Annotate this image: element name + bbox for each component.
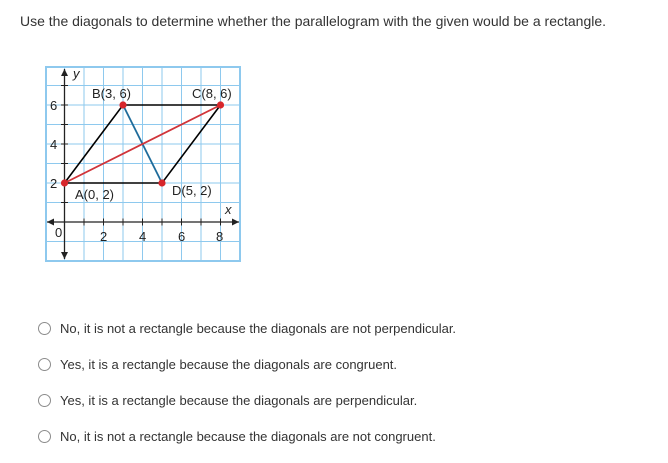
y-axis-arrow-up: [61, 69, 68, 76]
vertex-d: [158, 179, 165, 186]
point-label-c: C(8, 6): [192, 86, 232, 101]
y-tick-label-6: 6: [50, 98, 58, 113]
origin-label: 0: [55, 225, 63, 240]
coordinate-graph: [45, 66, 241, 262]
radio-button[interactable]: [38, 394, 51, 407]
y-axis-label: y: [73, 66, 80, 81]
x-axis-label: x: [225, 202, 232, 217]
y-tick-label-2: 2: [50, 176, 58, 191]
x-tick-label-8: 8: [216, 229, 224, 244]
radio-button[interactable]: [38, 430, 51, 443]
x-tick-label-2: 2: [100, 229, 108, 244]
y-axis-arrow-down: [61, 252, 68, 259]
vertex-b: [119, 101, 126, 108]
x-axis-arrow-right: [232, 219, 239, 226]
y-tick-label-4: 4: [50, 137, 58, 152]
choice-label: Yes, it is a rectangle because the diagonals are perpendicular.: [60, 392, 418, 408]
vertex-a: [61, 179, 68, 186]
point-label-a: A(0, 2): [75, 187, 115, 202]
graph-labels: [50, 66, 232, 244]
choice-2[interactable]: [38, 355, 456, 373]
vertex-c: [217, 101, 224, 108]
point-label-b: B(3, 6): [92, 86, 132, 101]
choice-1[interactable]: [38, 319, 456, 337]
choice-4[interactable]: [38, 427, 456, 445]
radio-button[interactable]: [38, 322, 51, 335]
question-prompt: Use the diagonals to determine whether the parallelogram with the given would be a rectangle.: [20, 13, 607, 29]
choice-label: Yes, it is a rectangle because the diagonals are congruent.: [60, 356, 398, 372]
x-tick-label-6: 6: [178, 229, 186, 244]
choice-label: No, it is not a rectangle because the diagonals are not congruent.: [60, 428, 436, 444]
x-axis-arrow-left: [47, 219, 54, 226]
choice-3[interactable]: [38, 391, 456, 409]
radio-button[interactable]: [38, 358, 51, 371]
choice-label: No, it is not a rectangle because the diagonals are not perpendicular.: [60, 320, 457, 336]
point-label-d: D(5, 2): [172, 183, 212, 198]
answer-choices: [38, 319, 456, 463]
x-tick-label-4: 4: [139, 229, 147, 244]
